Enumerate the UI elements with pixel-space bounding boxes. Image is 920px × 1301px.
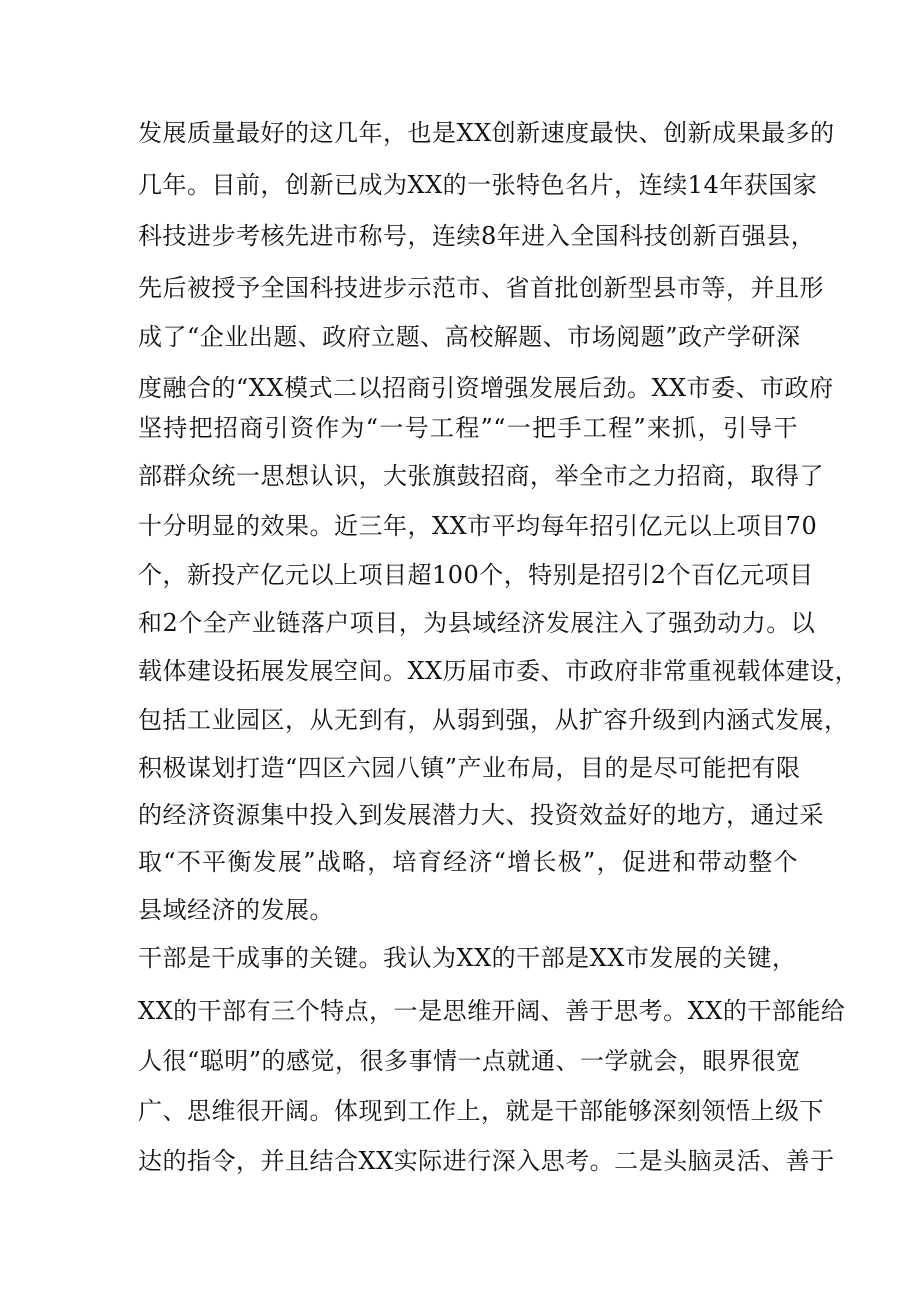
- text-line-15: 的经济资源集中投入到发展潜力大、投资效益好的地方，通过采: [138, 801, 824, 829]
- text-line-16: 取“不平衡发展”战略，培育经济“增长极”，促进和带动整个: [138, 848, 798, 876]
- text-line-11: 和2个全产业链落户项目，为县域经济发展注入了强劲动力。以: [138, 609, 816, 637]
- text-line-20: 人很“聪明”的感觉，很多事情一点就通、一学就会，眼界很宽: [138, 1047, 801, 1075]
- text-line-9: 十分明显的效果。近三年，XX市平均每年招引亿元以上项目70: [138, 512, 818, 540]
- text-line-4: 先后被授予全国科技进步示范市、省首批创新型县市等，并且形: [138, 274, 824, 302]
- text-line-14: 积极谋划打造“四区六园八镇”产业布局，目的是尽可能把有限: [138, 754, 801, 782]
- text-line-17: 县域经济的发展。: [138, 896, 334, 924]
- text-line-18: 干部是干成事的关键。我认为XX的干部是XX市发展的关键，: [138, 944, 797, 972]
- text-line-3: 科技进步考核先进市称号，连续8年进入全国科技创新百强县，: [138, 222, 816, 250]
- text-line-5: 成了“企业出题、政府立题、高校解题、市场阅题”政产学研深: [138, 323, 801, 351]
- text-line-6: 度融合的“XX模式二以招商引资增强发展后劲。XX市委、市政府: [138, 374, 834, 402]
- text-line-2: 几年。目前，创新已成为XX的一张特色名片，连续14年获国家: [138, 171, 818, 199]
- text-line-21: 广、思维很开阔。体现到工作上，就是干部能够深刻领悟上级下: [138, 1097, 824, 1125]
- text-line-12: 载体建设拓展发展空间。XX历届市委、市政府非常重视载体建设，: [138, 657, 860, 685]
- text-line-10: 个，新投产亿元以上项目超100个，特别是招引2个百亿元项目: [138, 561, 814, 589]
- text-line-1: 发展质量最好的这几年，也是XX创新速度最快、创新成果最多的: [138, 119, 835, 147]
- text-line-7: 坚持把招商引资作为“一号工程”“一把手工程”来抓，引导干: [138, 414, 798, 442]
- text-line-8: 部群众统一思想认识，大张旗鼓招商，举全市之力招商，取得了: [138, 462, 824, 490]
- text-line-22: 达的指令，并且结合XX实际进行深入思考。二是头脑灵活、善于: [138, 1147, 835, 1175]
- text-line-13: 包括工业园区，从无到有，从弱到强，从扩容升级到内涵式发展，: [138, 706, 849, 734]
- text-line-19: XX的干部有三个特点，一是思维开阔、善于思考。XX的干部能给: [138, 997, 846, 1025]
